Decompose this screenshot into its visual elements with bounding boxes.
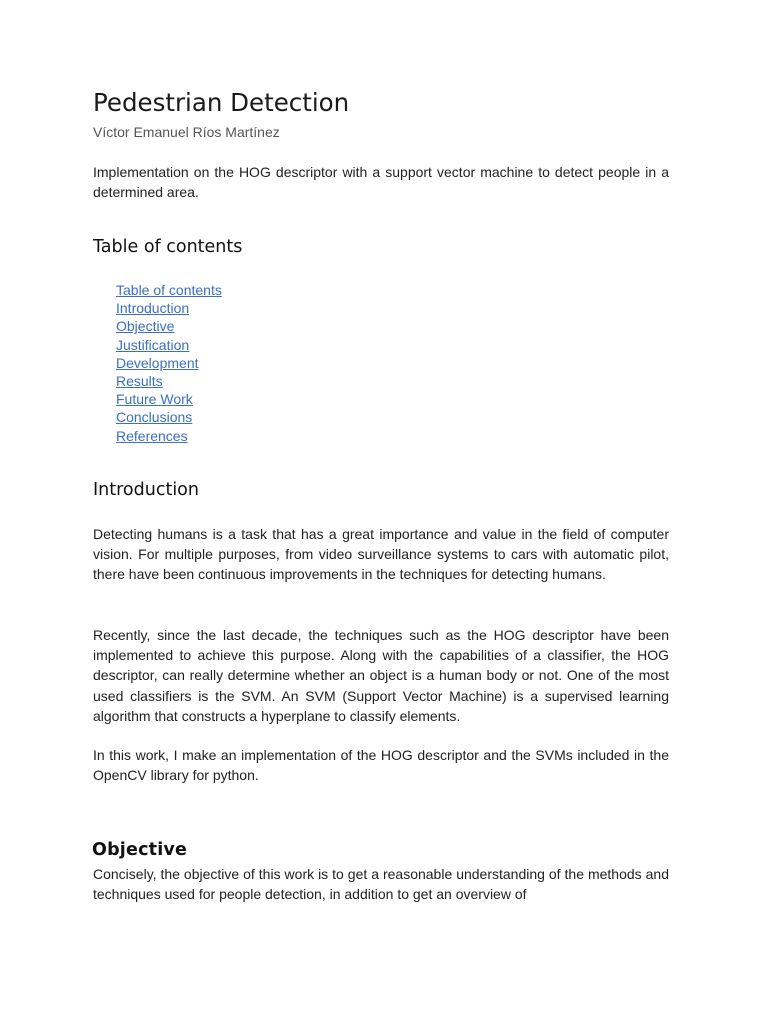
toc-link-references[interactable]: References — [116, 427, 188, 444]
objective-paragraph: Concisely, the objective of this work is to get a reasonable understanding of the methods and techniques used for people detection, in addition to get an overview of — [93, 866, 669, 903]
toc-item — [116, 336, 222, 354]
toc-item — [116, 427, 222, 445]
objective-heading: Objective — [92, 840, 188, 860]
toc-item — [116, 372, 222, 390]
document-title: Pedestrian Detection — [93, 88, 350, 117]
abstract-paragraph: Implementation on the HOG descriptor with a support vector machine to detect people in a determined area. — [93, 164, 669, 201]
toc-item — [116, 390, 222, 408]
introduction-paragraph-1: Detecting humans is a task that has a great importance and value in the field of computer vision. For multiple purposes, from video surveillance systems to cars with automatic pilot, there have been continuous improvements in the techniques for detecting humans. — [93, 526, 669, 583]
toc-item — [116, 299, 222, 317]
introduction-heading: Introduction — [93, 480, 199, 500]
toc-link-development[interactable]: Development — [116, 354, 199, 371]
document-page — [93, 0, 669, 1024]
introduction-paragraph-2: Recently, since the last decade, the techniques such as the HOG descriptor have been implemented to achieve this purpose. Along with the capabilities of a classifier, the HOG descriptor, can really determine whether an object is a human body or not. One of the most used classifiers is the SVM. An SVM (Support Vector Machine) is a supervised learning algorithm that constructs a hyperplane to classify elements. — [93, 627, 669, 724]
toc-link-introduction[interactable]: Introduction — [116, 300, 190, 317]
toc-item — [116, 317, 222, 335]
toc-link-conclusions[interactable]: Conclusions — [116, 409, 193, 426]
toc-link-justification[interactable]: Justification — [116, 336, 190, 353]
table-of-contents — [116, 281, 222, 445]
introduction-paragraph-3: In this work, I make an implementation of the HOG descriptor and the SVMs included in the OpenCV library for python. — [93, 747, 669, 784]
toc-link-results[interactable]: Results — [116, 373, 163, 390]
toc-link-table-of-contents[interactable]: Table of contents — [116, 282, 222, 298]
toc-heading: Table of contents — [93, 237, 243, 257]
toc-link-future-work[interactable]: Future Work — [116, 391, 193, 408]
toc-item — [116, 281, 222, 299]
toc-link-objective[interactable]: Objective — [116, 318, 175, 335]
toc-item — [116, 354, 222, 372]
author-name: Víctor Emanuel Ríos Martínez — [93, 124, 280, 140]
toc-item — [116, 408, 222, 426]
